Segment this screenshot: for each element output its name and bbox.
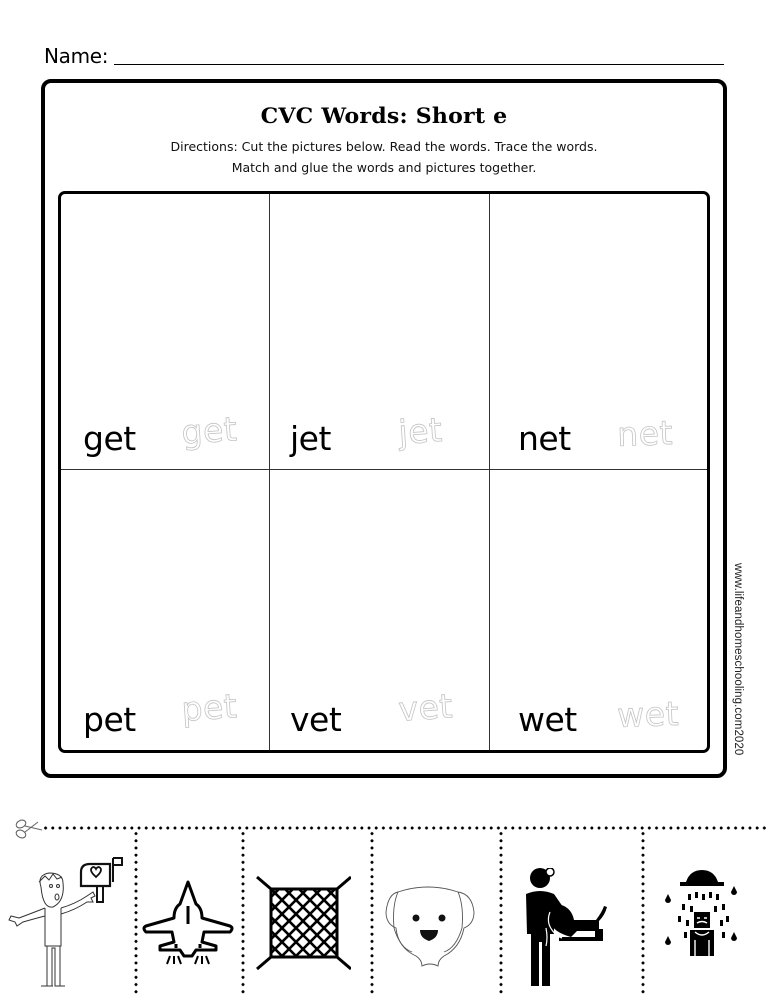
trace-word: pet [180,686,239,730]
cut-line-vertical [134,830,138,994]
website-watermark [732,563,746,775]
name-label: Name: [44,44,109,68]
word-label: vet [290,700,342,739]
word-cell-jet[interactable] [270,194,490,470]
boy-mailbox-icon[interactable] [5,852,130,994]
cut-line-horizontal [42,826,768,830]
trace-word: jet [397,410,444,453]
trace-word: net [616,413,674,455]
word-label: jet [290,419,331,458]
puppy-icon[interactable] [380,878,476,968]
cut-line-vertical [499,830,503,994]
word-label: get [83,419,136,458]
word-grid [58,191,710,753]
word-cell-net[interactable] [490,194,707,470]
cut-line-vertical [641,830,645,994]
scissors-icon [14,818,44,840]
word-label: net [518,419,571,458]
worksheet-title: CVC Words: Short e [260,103,508,128]
trace-word: get [180,409,239,453]
name-row [44,38,724,68]
cut-line-vertical [370,830,374,994]
watermark-text: www.lifeandhomeschooling.com2020 [732,563,744,756]
vet-with-dog-icon[interactable] [520,868,610,988]
jet-icon[interactable] [140,880,236,968]
word-cell-vet[interactable] [270,470,490,750]
word-label: wet [518,700,577,739]
trace-word: wet [616,693,680,736]
person-in-rain-icon[interactable] [662,870,742,958]
word-cell-get[interactable] [61,194,270,470]
word-cell-pet[interactable] [61,470,270,750]
cut-strip [0,810,768,994]
name-write-line[interactable] [114,43,724,65]
net-icon[interactable] [255,875,351,971]
trace-word: vet [397,686,455,730]
directions-text: Directions: Cut the pictures below. Read the words. Trace the words. Match and glue the words and pictures together. [170,139,598,175]
word-label: pet [83,700,136,739]
cut-line-vertical [241,830,245,994]
word-cell-wet[interactable] [490,470,707,750]
